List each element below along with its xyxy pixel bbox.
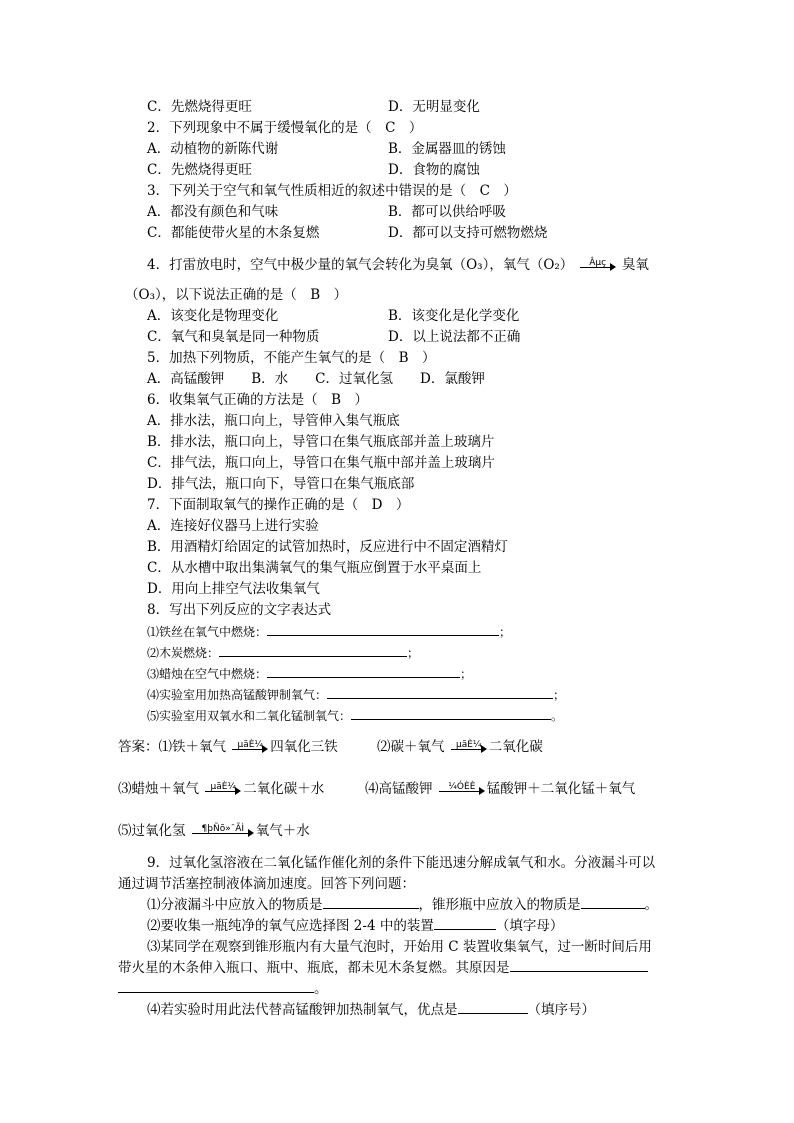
q9-sub-1: ⑴分液漏斗中应放入的物质是 ，锥形瓶中应放入的物质是 。: [147, 897, 658, 913]
answer-item: ⑶蜡烛＋氧气 µãÈ¼ 二氧化碳＋水: [118, 781, 325, 797]
reaction-arrow-icon: [580, 257, 616, 275]
option-line: A．该变化是物理变化: [147, 308, 279, 324]
option-line: C．先燃烧得更旺: [147, 162, 252, 178]
option-line: A．连接好仪器马上进行实验: [147, 518, 319, 534]
option-line: B．金属器皿的锈蚀: [388, 141, 506, 157]
option-line: C．氧气和臭氧是同一种物质: [147, 329, 320, 345]
question-4: [147, 256, 649, 275]
option-line: B．都可以供给呼吸: [388, 204, 506, 220]
question-4-tail: 臭氧: [621, 257, 649, 273]
reaction-arrow-icon: ¼ÓÈÈ: [439, 781, 485, 799]
reaction-arrow-icon: µãÈ¼: [451, 739, 487, 757]
q9-sub-2: ⑵要收集一瓶纯净的氧气应选择图 2-4 中的装置 （填字母）: [147, 918, 564, 934]
answer-blank[interactable]: [510, 959, 648, 972]
answer-blank[interactable]: [219, 644, 407, 657]
answer-blank[interactable]: [458, 1001, 528, 1014]
question-3: 3．下列关于空气和氧气性质相近的叙述中错误的是（ C ）: [147, 183, 517, 199]
answer-blank[interactable]: [267, 623, 499, 636]
answer-label: 答案：: [118, 739, 159, 755]
question-4-cont: （O₃），以下说法正确的是（ B ）: [125, 287, 348, 303]
q9-sub-4: ⑷若实验时用此法代替高锰酸钾加热制氧气，优点是 （填序号）: [147, 1002, 595, 1018]
option-line: A．排水法，瓶口向上，导管伸入集气瓶底: [147, 413, 400, 429]
answer-item: ⑸过氧化氢 ¶þÑõ»¯ÃÌ 氧气＋水: [118, 823, 310, 839]
q8-item: ⑶蜡烛在空气中燃烧： ；: [147, 667, 473, 681]
option-line: D．用向上排空气法收集氧气: [147, 581, 320, 597]
option-line: B．用酒精灯给固定的试管加热时，反应进行中不固定酒精灯: [147, 539, 508, 555]
q8-item: ⑷实验室用加热高锰酸钾制氧气： ；: [147, 688, 566, 702]
answer-item: ⑵碳＋氧气 µãÈ¼ 二氧化碳: [377, 739, 543, 755]
question-8: 8．写出下列反应的文字表达式: [147, 602, 332, 618]
option-line: A．动植物的新陈代谢: [147, 141, 279, 157]
q8-item: ⑸实验室用双氧水和二氧化锰制氧气： 。: [147, 709, 564, 723]
option-line: A．都没有颜色和气味: [147, 204, 279, 220]
option-line: D．无明显变化: [388, 99, 480, 115]
arrow-condition: Âµç: [589, 257, 607, 268]
question-6: 6．收集氧气正确的方法是（ B ）: [147, 392, 369, 408]
option-line: C．排气法，瓶口向上，导管口在集气瓶中部并盖上玻璃片: [147, 455, 495, 471]
question-5: 5．加热下列物质，不能产生氧气的是（ B ）: [147, 350, 436, 366]
option-line: B．排水法，瓶口向上，导管口在集气瓶底部并盖上玻璃片: [147, 434, 495, 450]
answer-blank[interactable]: [581, 896, 645, 909]
reaction-arrow-icon: ¶þÑõ»¯ÃÌ: [192, 823, 254, 841]
question-7: 7．下面制取氧气的操作正确的是（ D ）: [147, 497, 410, 513]
option-line: D．都可以支持可燃物燃烧: [388, 225, 548, 241]
q9-sub-3: ⑶某同学在观察到锥形瓶内有大量气泡时，开始用 C 装置收集氧气，过一断时间后用: [147, 939, 652, 955]
reaction-arrow-icon: µãÈ¼: [232, 739, 268, 757]
answer-blank[interactable]: [327, 686, 553, 699]
option-line: C．先燃烧得更旺: [147, 99, 252, 115]
q9-sub-3-cont: 带火星的木条伸入瓶口、瓶中、瓶底，都未见木条复燃。其原因是: [118, 959, 648, 977]
answer-blank[interactable]: [323, 896, 419, 909]
q8-item: ⑵木炭燃烧： ；: [147, 646, 420, 660]
q8-item: ⑴铁丝在氧气中燃烧： ；: [147, 625, 512, 639]
answer-blank[interactable]: [118, 980, 314, 993]
answer-blank[interactable]: [267, 665, 460, 678]
option-line: C．从水槽中取出集满氧气的集气瓶应倒置于水平桌面上: [147, 560, 482, 576]
reaction-arrow-icon: µãÈ¼: [205, 781, 241, 799]
answer-blank[interactable]: [351, 707, 551, 720]
question-4-text: 4．打雷放电时，空气中极少量的氧气会转化为臭氧（O₃），氧气（O₂）: [147, 257, 574, 273]
option-line: D．以上说法都不正确: [388, 329, 521, 345]
option-line: C．都能使带火星的木条复燃: [147, 225, 320, 241]
option-line: A．高锰酸钾 B．水 C．过氧化氢 D．氯酸钾: [147, 371, 485, 387]
answer-item: ⑷高锰酸钾 ¼ÓÈÈ 锰酸钾＋二氧化锰＋氧气: [365, 781, 636, 797]
question-2: 2．下列现象中不属于缓慢氧化的是（ C ）: [147, 120, 423, 136]
option-line: D．排气法，瓶口向下，导管口在集气瓶底部: [147, 476, 415, 492]
answer-blank[interactable]: [434, 917, 496, 930]
q9-sub-3-cont2: 。: [118, 980, 328, 998]
answer-line-1: 答案：⑴铁＋氧气 µãÈ¼ 四氧化三铁: [118, 739, 338, 755]
option-line: B．该变化是化学变化: [388, 308, 520, 324]
question-9: 9．过氧化氢溶液在二氧化锰作催化剂的条件下能迅速分解成氧气和水。分液漏斗可以: [147, 855, 656, 871]
option-line: D．食物的腐蚀: [388, 162, 480, 178]
question-9-cont: 通过调节活塞控制液体滴加速度。回答下列问题：: [118, 876, 415, 892]
